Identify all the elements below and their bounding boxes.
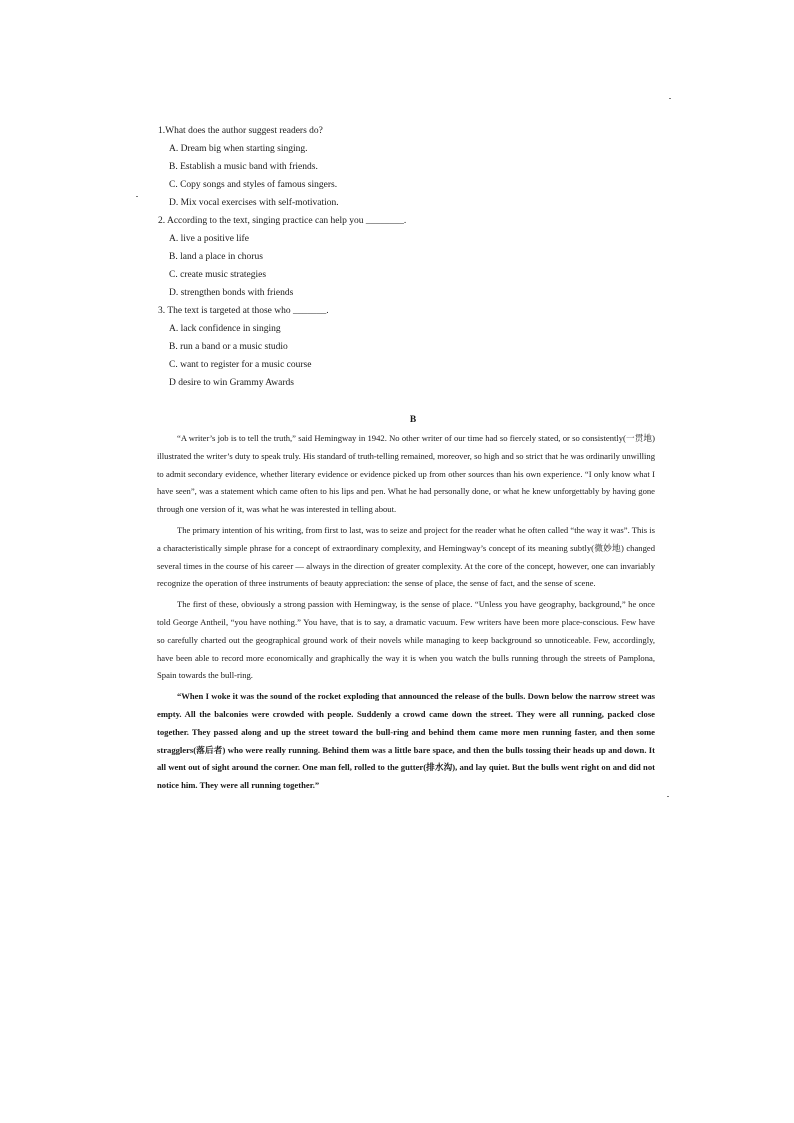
question-1 xyxy=(158,122,558,212)
question-stem: 2. According to the text, singing practice can help you ________. xyxy=(158,216,407,226)
answer-option: A. Dream big when starting singing. xyxy=(169,144,308,154)
passage-paragraph: The primary intention of his writing, from first to last, was to seize and project for the reader what he often called “the way it was”. This is a characteristically simple phrase for a concept of extraordinary complexity, and Hemingway’s concept of its meaning subtly(微妙地) changed several times in the course of his career — always in the direction of greater complexity. At the core of the concept, however, one can invariably recognize the operation of three instruments of beauty appreciation: the sense of place, the sense of fact, and the sense of scene. xyxy=(157,524,655,589)
answer-option: C. Copy songs and styles of famous singers. xyxy=(169,180,338,190)
passage-paragraph: The first of these, obviously a strong passion with Hemingway, is the sense of place. “Unless you have geography, background,” he once told George Antheil, “you have nothing.” You have, that is to say, a dramatic vacuum. Few writers have been more place-conscious. Few have so carefully charted out the geographical ground work of their novels while managing to keep background so unnoticeable. Few, accordingly, have been able to record more economically and graphically the way it is when you watch the bulls running through the streets of Pamplona, Spain towards the bull-ring. xyxy=(157,599,655,681)
question-list xyxy=(158,122,558,392)
answer-option: D desire to win Grammy Awards xyxy=(169,378,294,388)
question-stem: 1.What does the author suggest readers do? xyxy=(158,126,323,136)
section-heading: B xyxy=(409,415,417,425)
reading-passage-b xyxy=(157,412,655,798)
question-3 xyxy=(158,302,558,392)
answer-option: C. create music strategies xyxy=(169,270,267,280)
question-2 xyxy=(158,212,558,302)
scan-speck xyxy=(136,196,138,197)
answer-option: A. live a positive life xyxy=(169,234,249,244)
answer-option: B. Establish a music band with friends. xyxy=(169,162,318,172)
answer-option: B. run a band or a music studio xyxy=(169,342,288,352)
answer-option: A. lack confidence in singing xyxy=(169,324,281,334)
answer-option: B. land a place in chorus xyxy=(169,252,263,262)
answer-option: D. strengthen bonds with friends xyxy=(169,288,294,298)
scan-speck xyxy=(667,796,669,797)
scan-speck xyxy=(669,98,671,99)
answer-option: C. want to register for a music course xyxy=(169,360,312,370)
question-stem: 3. The text is targeted at those who _______. xyxy=(158,306,329,316)
passage-paragraph: “A writer’s job is to tell the truth,” said Hemingway in 1942. No other writer of our time had so fiercely stated, or so consistently(一贯地) illustrated the writer’s duty to speak truly. His standard of truth-telling remained, moreover, so high and so strict that he was ordinarily unwilling to admit secondary evidence, whether literary evidence or evidence picked up from other sources than his own experience. “I only know what I have seen”, was a statement which came often to his lips and pen. What he had personally done, or what he knew unforgettably by having gone through one version of it, was what he was interested in telling about. xyxy=(157,433,655,515)
passage-paragraph: “When I woke it was the sound of the rocket exploding that announced the release of the bulls. Down below the narrow street was empty. All the balconies were crowded with people. Suddenly a crowd came down the street. They were all running, packed close together. They passed along and up the street toward the bull-ring and behind them came more men running faster, and then some stragglers(落后者) who were really running. Behind them was a little bare space, and then the bulls tossing their heads up and down. It all went out of sight around the corner. One man fell, rolled to the gutter(排水沟), and lay quiet. But the bulls went right on and did not notice him. They were all running together.” xyxy=(157,691,655,791)
answer-option: D. Mix vocal exercises with self-motivation. xyxy=(169,198,339,208)
